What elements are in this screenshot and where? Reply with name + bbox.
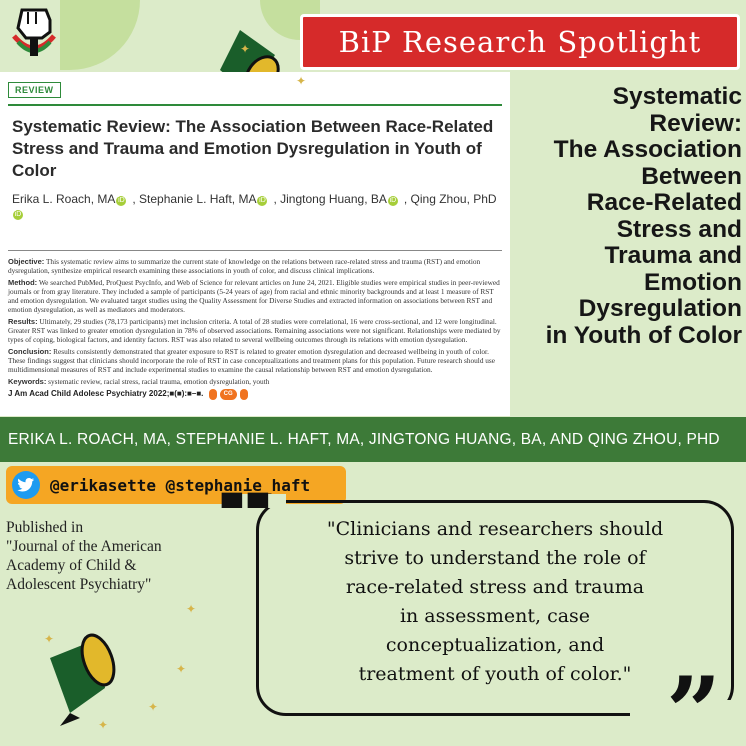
published-line: Adolescent Psychiatry" bbox=[6, 576, 152, 593]
orcid-icon: iD bbox=[389, 197, 397, 204]
author-band-text: ERIKA L. ROACH, MA, STEPHANIE L. HAFT, MA, JINGTONG HUANG, BA, AND QING ZHOU, PHD bbox=[8, 430, 720, 448]
author-name: Qing Zhou, PhD bbox=[410, 192, 497, 206]
published-line: "Journal of the American bbox=[6, 538, 162, 555]
side-title-line: Emotion bbox=[644, 268, 742, 296]
published-in-note bbox=[6, 518, 206, 594]
published-line: Published in bbox=[6, 519, 84, 536]
paper-excerpt bbox=[0, 72, 510, 416]
orcid-icon: iD bbox=[118, 197, 125, 204]
abstract-label: Method: bbox=[8, 278, 38, 287]
side-title-line: Dysregulation bbox=[578, 295, 742, 322]
sparkle-icon: ✦ bbox=[240, 42, 251, 56]
quote-line: in assessment, case bbox=[399, 605, 591, 627]
abstract-label: Results: bbox=[8, 317, 38, 326]
sparkle-icon: ✦ bbox=[176, 662, 187, 676]
license-icon bbox=[240, 389, 248, 400]
open-quote-icon: ▀▀ bbox=[222, 494, 274, 524]
author-name: Erika L. Roach, MA bbox=[12, 192, 116, 206]
side-title-line: Race-Related bbox=[586, 189, 742, 216]
orcid-icon: iD bbox=[259, 197, 266, 204]
side-title-line: in Youth of Color bbox=[545, 321, 742, 349]
quote-line: treatment of youth of color." bbox=[358, 663, 632, 685]
sparkle-icon: ✦ bbox=[98, 718, 109, 732]
fist-logo-icon bbox=[8, 6, 60, 60]
review-tag: REVIEW bbox=[8, 82, 61, 98]
sparkle-icon: ✦ bbox=[186, 602, 197, 616]
side-title-line: Trauma and bbox=[604, 242, 742, 269]
background-leaf-shape bbox=[60, 0, 140, 70]
pull-quote bbox=[272, 515, 718, 689]
citation-text: J Am Acad Child Adolesc Psychiatry 2022;■(■):■–■. bbox=[8, 389, 204, 398]
close-quote-icon: ” bbox=[666, 656, 722, 746]
twitter-handles-bar bbox=[6, 466, 346, 504]
side-title-line: Systematic bbox=[612, 83, 742, 110]
banner-title: BiP Research Spotlight bbox=[338, 25, 702, 59]
side-title-line: Stress and bbox=[616, 215, 742, 243]
abstract-text: Ultimately, 29 studies (78,173 participants) met inclusion criteria. A total of 28 studies were correlational, 16 were cross-sectional, and 12 were longitudinal. Greater RST was linked to greater emotion dysregulation in 78% of observed associations. Remaining associations were not significant. Relationships were mediated by types of coping, biological factors, and identity factors. RST was also related to several wellbeing outcomes through its relations with emotion dysregulation. bbox=[8, 317, 501, 344]
quote-line: conceptualization, and bbox=[385, 634, 605, 656]
quote-line: "Clinicians and researchers should bbox=[326, 518, 664, 540]
author-name: Stephanie L. Haft, MA bbox=[139, 192, 257, 206]
cg-icon: CG bbox=[220, 389, 237, 400]
sparkle-icon: ✦ bbox=[296, 74, 307, 88]
abstract-conclusion bbox=[8, 347, 502, 374]
side-title-line: The Association bbox=[553, 136, 742, 163]
spotlight-banner bbox=[300, 14, 740, 70]
author-name: Jingtong Huang, BA bbox=[280, 192, 387, 206]
quote-line: strive to understand the role of bbox=[344, 547, 646, 569]
orcid-icon: iD bbox=[14, 211, 22, 218]
abstract-text: We searched PubMed, ProQuest PsycInfo, and Web of Science for relevant articles on June 24, 2021. Eligible studies were empirical studies in peer-reviewed journals or from gray literature. They included a sample of participants (5-24 years of age) from racial and ethnic minority backgrounds and at least 1 measure of RST and emotion dysregulation. We evaluated target studies using the Quality Assessment for Diverse Studies and extracted information on associations between RST and emotion dysregulation, as well as mediators and moderators. bbox=[8, 278, 500, 314]
abstract bbox=[8, 250, 502, 400]
keywords-label: Keywords: bbox=[8, 377, 47, 386]
paper-title: Systematic Review: The Association Between Race-Related Stress and Trauma and Emotion Dysregulation in Youth of Color bbox=[12, 117, 494, 180]
abstract-objective bbox=[8, 257, 502, 275]
abstract-text: This systematic review aims to summarize the current state of knowledge on the relations between race-related stress and trauma (RST) and emotion dysregulation, synthesize empirical research examining these associations in youth of color, and discuss clinical implications. bbox=[8, 257, 481, 275]
journal-citation bbox=[8, 389, 502, 400]
published-line: Academy of Child & bbox=[6, 557, 137, 574]
quote-line: race-related stress and trauma bbox=[345, 576, 645, 598]
abstract-label: Conclusion: bbox=[8, 347, 52, 356]
abstract-results bbox=[8, 317, 502, 344]
paper-authors: Erika L. Roach, MA iD , Stephanie L. Haft, MA iD , Jingtong Huang, BA iD , Qing Zhou, PhDiD bbox=[12, 192, 497, 218]
author-band bbox=[0, 417, 746, 462]
twitter-handles[interactable]: @erikasette @stephanie_haft bbox=[50, 475, 311, 495]
divider bbox=[8, 104, 502, 106]
cc-license-icon bbox=[209, 389, 217, 400]
abstract-label: Objective: bbox=[8, 257, 45, 266]
twitter-bird-icon[interactable] bbox=[12, 471, 40, 499]
abstract-keywords bbox=[8, 377, 502, 386]
sparkle-icon: ✦ bbox=[44, 632, 55, 646]
side-title-line: Between bbox=[641, 162, 742, 190]
keywords-text: systematic review, racial stress, racial trauma, emotion dysregulation, youth bbox=[48, 377, 270, 386]
sparkle-icon: ✦ bbox=[148, 700, 159, 714]
abstract-method bbox=[8, 278, 502, 314]
abstract-text: Results consistently demonstrated that greater exposure to RST is related to greater emotion dysregulation and decreased wellbeing in youth of color. These findings suggest that clinicians should incorporate the role of RST in case conceptualizations and treatment plans for this population. Future research should use multidimensional measures of RST and include experimental studies to examine the causal relationship between RST and emotion dysregulation. bbox=[8, 347, 496, 374]
side-title bbox=[507, 84, 742, 349]
side-title-line: Review: bbox=[649, 109, 742, 137]
